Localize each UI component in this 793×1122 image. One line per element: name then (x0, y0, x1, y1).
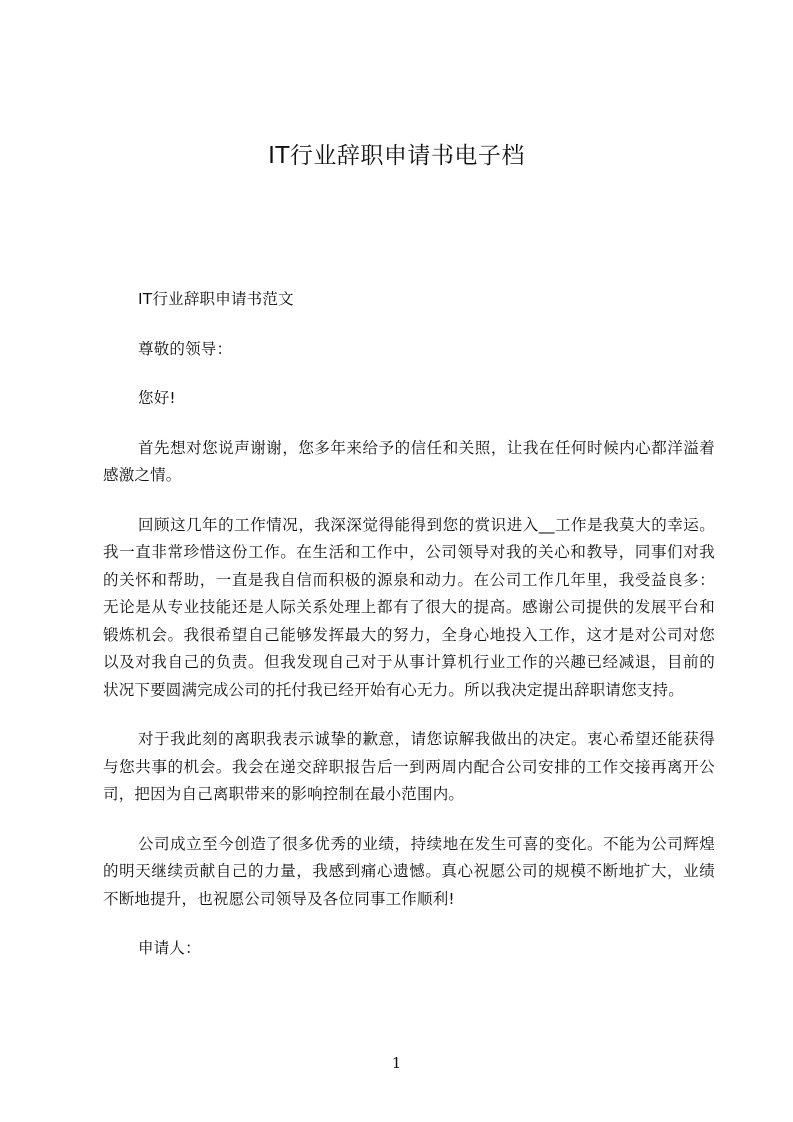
greeting-paragraph: 您好! (138, 389, 176, 407)
thanks-paragraph: 首先想对您说声谢谢，您多年来给予的信任和关照，让我在任何时候内心都洋溢着感激之情。 (103, 438, 715, 484)
review-paragraph: 回顾这几年的工作情况，我深深觉得能得到您的赏识进入__工作是我莫大的幸运。我一直非常珍惜这份工作。在生活和工作中，公司领导对我的关心和教导，同事们对我的关怀和帮助，一直是我自信而积极的源泉和动力。在公司工作几年里，我受益良多：无论是从专业技能还是人际关系处理上都有了很大的提高。感谢公司提供的发展平台和锻炼机会。我很希望自己能够发挥最大的努力，全身心地投入工作，这才是对公司对您以及对我自己的负责。但我发现自己对于从事计算机行业工作的兴趣已经减退，目前的状况下要圆满完成公司的托付我已经开始有心无力。所以我决定提出辞职请您支持。 (103, 515, 715, 699)
document-title: IT行业辞职申请书电子档 (268, 143, 525, 169)
wishes-paragraph: 公司成立至今创造了很多优秀的业绩，持续地在发生可喜的变化。不能为公司辉煌的明天继续贡献自己的力量，我感到痛心遗憾。真心祝愿公司的规模不断地扩大，业绩不断地提升，也祝愿公司领导及各位同事工作顺利! (103, 834, 715, 908)
salutation-paragraph: 尊敬的领导： (138, 339, 233, 358)
document-body (103, 286, 715, 985)
apology-paragraph: 对于我此刻的离职我表示诚挚的歉意，请您谅解我做出的决定。衷心希望还能获得与您共事的机会。我会在递交辞职报告后一到两周内配合公司安排的工作交接再离开公司，把因为自己离职带来的影响控制在最小范围内。 (103, 730, 715, 803)
page-number: 1 (391, 1054, 402, 1072)
applicant-label: 申请人： (138, 939, 201, 957)
subtitle-paragraph: IT行业辞职申请书范文 (138, 290, 294, 308)
